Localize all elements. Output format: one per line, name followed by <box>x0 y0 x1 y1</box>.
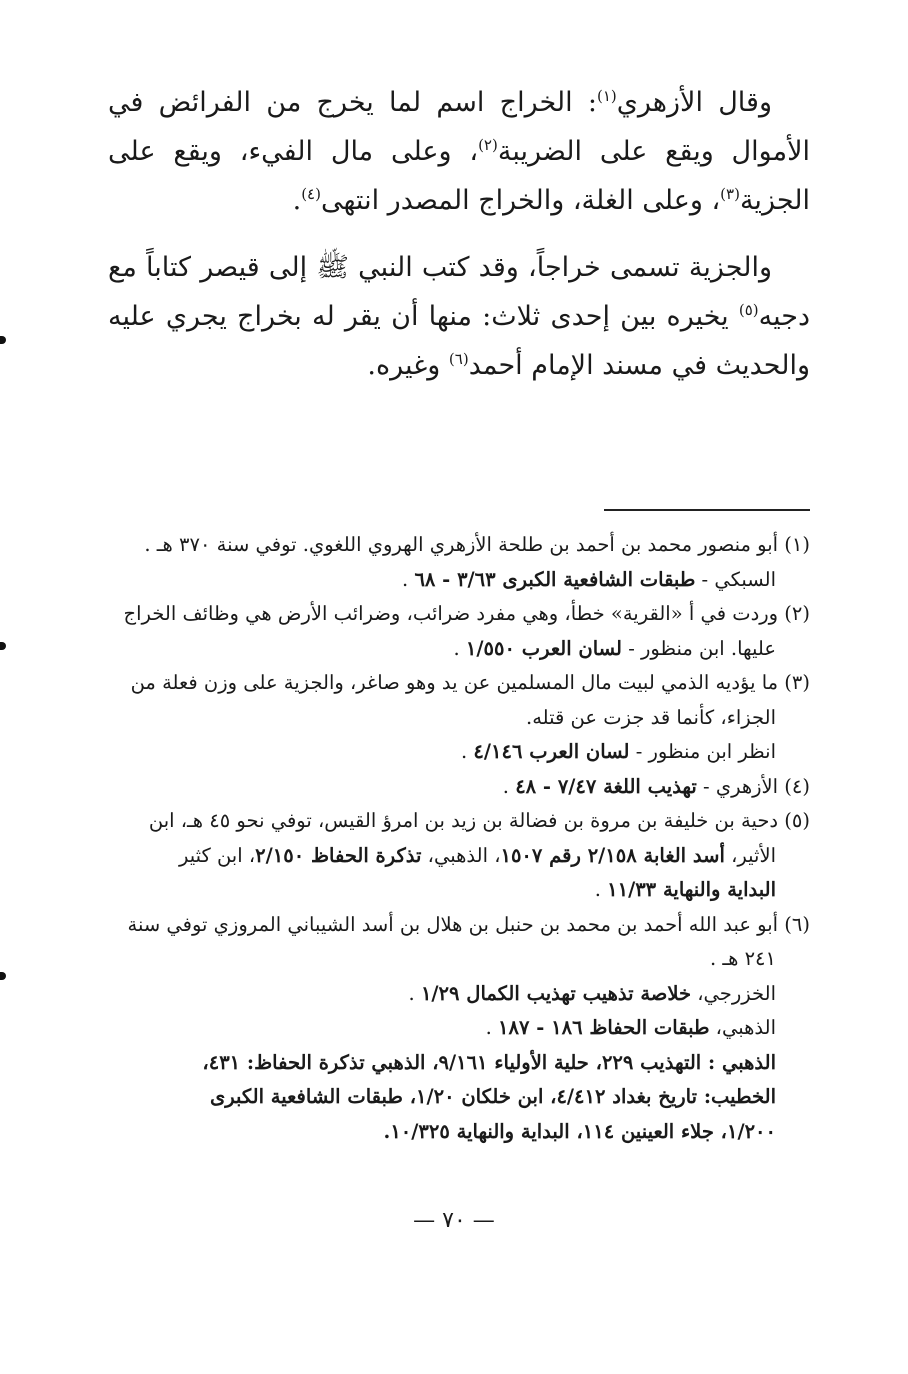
footnote-line <box>108 632 810 667</box>
text-run: . <box>292 185 302 216</box>
main-text <box>108 78 810 408</box>
footnote-separator <box>604 509 810 511</box>
source-title: لسان العرب ٤/١٤٦ <box>473 740 630 763</box>
footnote-line: (٣) ما يؤديه الذمي لبيت مال المسلمين عن يد وهو صاغر، والجزية على وزن فعلة من <box>130 671 810 694</box>
text-run: الذهبي، <box>709 1016 776 1039</box>
footnote-line <box>108 735 810 770</box>
footnote-line: (٢) وردت في أ «القرية» خطأ، وهي مفرد ضرائب، وضرائب الأرض هي وظائف الخراج <box>123 602 810 625</box>
text-run: : الخراج اسم لما يخرج من الفرائض في الأموال ويقع على الضريبة <box>108 87 810 167</box>
text-run: . <box>485 1016 499 1039</box>
text-run: السبكي - <box>695 567 776 591</box>
source-title: تذكرة الحفاظ ٢/١٥٠ <box>255 843 422 867</box>
text-run: عليها. ابن منظور - <box>622 636 776 660</box>
text-run: انظر ابن منظور - <box>629 740 776 763</box>
footnote-line: الذهبي : التهذيب ٢٢٩، حلية الأولياء ٩/١٦١، الذهبي تذكرة الحفاظ: ٤٣١، <box>202 1050 776 1074</box>
footnote-4 <box>108 770 810 805</box>
text-run: يخيره بين إحدى ثلاث: منها أن يقر له بخراج يجري عليه والحديث في مسند الإمام أحمد <box>108 301 810 381</box>
text-run: الأثير، <box>724 843 776 867</box>
scan-edge-mark <box>0 972 6 980</box>
text-run: الخزرجي، <box>691 981 776 1005</box>
footnote-ref-4: (٤) <box>301 185 321 203</box>
footnote-5 <box>108 804 810 908</box>
text-run: ، وعلى الغلة، والخراج المصدر انتهى <box>320 185 721 216</box>
source-title: خلاصة تذهيب تهذيب الكمال ١/٢٩ <box>420 981 692 1005</box>
paragraph-2 <box>108 243 810 390</box>
source-title: تهذيب اللغة ٧/٤٧ - ٤٨ <box>515 774 697 798</box>
footnote-line <box>108 563 810 598</box>
footnote-line: الخطيب: تاريخ بغداد ٤/٤١٢، ابن خلكان ١/٢٠، طبقات الشافعية الكبرى <box>209 1085 776 1108</box>
text-run: وغيره. <box>367 350 449 381</box>
footnote-line: (٦) أبو عبد الله أحمد بن محمد بن حنبل بن هلال بن أسد الشيباني المروزي توفي سنة <box>127 912 810 936</box>
footnote-ref-6: (٦) <box>448 350 469 368</box>
text-run: . <box>453 636 466 660</box>
footnote-line <box>108 1011 810 1046</box>
footnote-line <box>108 977 810 1012</box>
scan-edge-mark <box>0 336 6 344</box>
source-title: لسان العرب ١/٥٥٠ <box>465 636 622 660</box>
footnote-line: ١/٢٠٠، جلاء العينين ١١٤، البداية والنهاية ١٠/٣٢٥. <box>383 1119 776 1143</box>
footnotes <box>108 528 810 1149</box>
footnote-line <box>108 770 810 805</box>
footnote-ref-5: (٥) <box>738 301 759 319</box>
footnote-line: (١) أبو منصور محمد بن أحمد بن طلحة الأزهري الهروي اللغوي. توفي سنة ٣٧٠ هـ . <box>144 533 810 556</box>
footnote-line <box>108 873 810 908</box>
paragraph-1 <box>108 78 810 225</box>
text-run: . <box>408 981 421 1005</box>
footnote-2 <box>108 597 810 666</box>
text-run: ، الذهبي، <box>421 843 501 867</box>
source-title: البداية والنهاية ١١/٣٣ <box>607 878 776 901</box>
scan-edge-mark <box>0 642 6 650</box>
text-run: ، ابن كثير <box>178 843 256 867</box>
footnote-line: الجزاء، كأنما قد جزت عن قتله. <box>526 705 776 729</box>
footnote-6 <box>108 908 810 1150</box>
footnote-ref-2: (٢) <box>478 136 498 154</box>
footnote-line: (٥) دحية بن خليفة بن مروة بن فضالة بن زيد بن امرؤ القيس، توفي نحو ٤٥ هـ، ابن <box>148 809 810 832</box>
footnote-1 <box>108 528 810 597</box>
text-run: ، وعلى مال الفيء، ويقع على الجزية <box>108 136 810 216</box>
text-run: (٤) الأزهري - <box>696 774 810 798</box>
footnote-line <box>108 839 810 874</box>
source-title: طبقات الحفاظ ١٨٦ - ١٨٧ <box>498 1016 710 1039</box>
source-title: أسد الغابة ٢/١٥٨ رقم ١٥٠٧ <box>500 843 725 867</box>
text-run: وقال الأزهري <box>616 87 772 118</box>
footnote-line: ٢٤١ هـ . <box>709 947 776 970</box>
footnote-ref-3: (٣) <box>720 185 740 203</box>
source-title: طبقات الشافعية الكبرى ٣/٦٣ - ٦٨ <box>414 567 696 591</box>
footnote-3 <box>108 666 810 770</box>
page-number: — ٧٠ — <box>413 1208 495 1233</box>
text-run: . <box>594 878 608 901</box>
footnote-ref-1: (١) <box>596 87 617 105</box>
text-run: . <box>502 774 516 798</box>
text-run: والجزية تسمى خراجاً، وقد كتب النبي ﷺ إلى قيصر كتاباً مع دجيه <box>108 252 810 332</box>
text-run: . <box>461 740 474 763</box>
text-run: . <box>402 567 415 591</box>
